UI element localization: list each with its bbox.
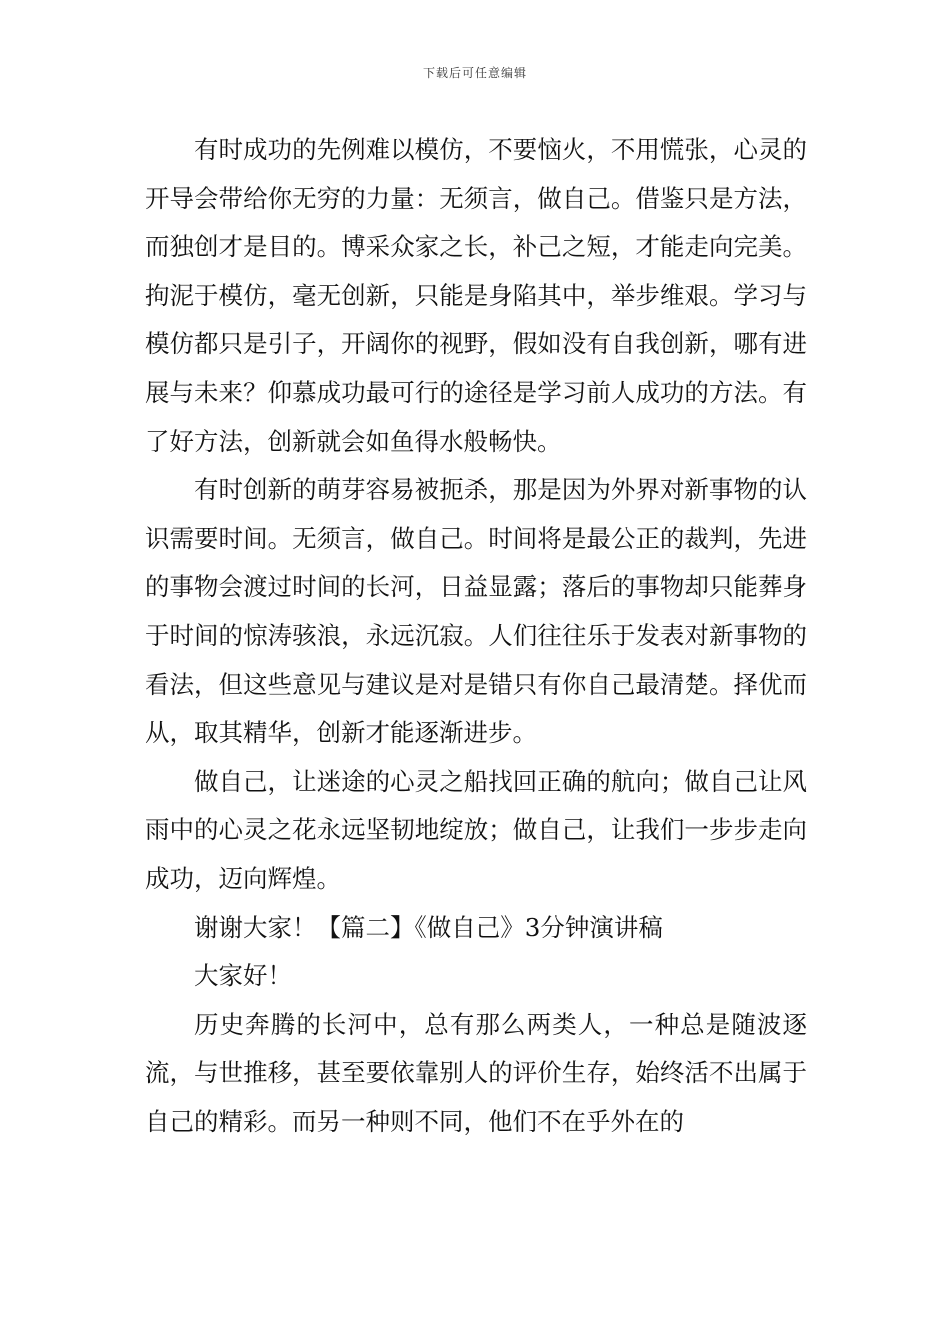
paragraph: 有时创新的萌芽容易被扼杀，那是因为外界对新事物的认识需要时间。无须言，做自己。时间将是最公正的裁判，先进的事物会渡过时间的长河，日益显露；落后的事物却只能葬身于时间的惊涛骇浪，永远沉寂。人们往往乐于发表对新事物的看法，但这些意见与建议是对是错只有你自己最清楚。择优而从，取其精华，创新才能逐渐进步。 xyxy=(145,475,807,748)
paragraph: 谢谢大家！【篇二】《做自己》3分钟演讲稿 xyxy=(194,912,663,942)
paragraph: 历史奔腾的长河中，总有那么两类人，一种总是随波逐流，与世推移，甚至要依靠别人的评价生存，始终活不出属于自己的精彩。而另一种则不同，他们不在乎外在的 xyxy=(145,1009,807,1136)
paragraph: 做自己，让迷途的心灵之船找回正确的航向；做自己让风雨中的心灵之花永远坚韧地绽放；做自己，让我们一步步走向成功，迈向辉煌。 xyxy=(145,766,807,893)
paragraph: 大家好！ xyxy=(194,961,292,991)
header-note: 下载后可任意编辑 xyxy=(422,66,527,80)
paragraph: 有时成功的先例难以模仿，不要恼火，不用慌张，心灵的开导会带给你无穷的力量：无须言，做自己。借鉴只是方法，而独创才是目的。博采众家之长，补己之短，才能走向完美。拘泥于模仿，毫无创新，只能是身陷其中，举步维艰。学习与模仿都只是引子，开阔你的视野，假如没有自我创新，哪有进展与未来？仰慕成功最可行的途径是学习前人成功的方法。有了好方法，创新就会如鱼得水般畅快。 xyxy=(145,135,807,456)
body-text xyxy=(145,126,807,1146)
